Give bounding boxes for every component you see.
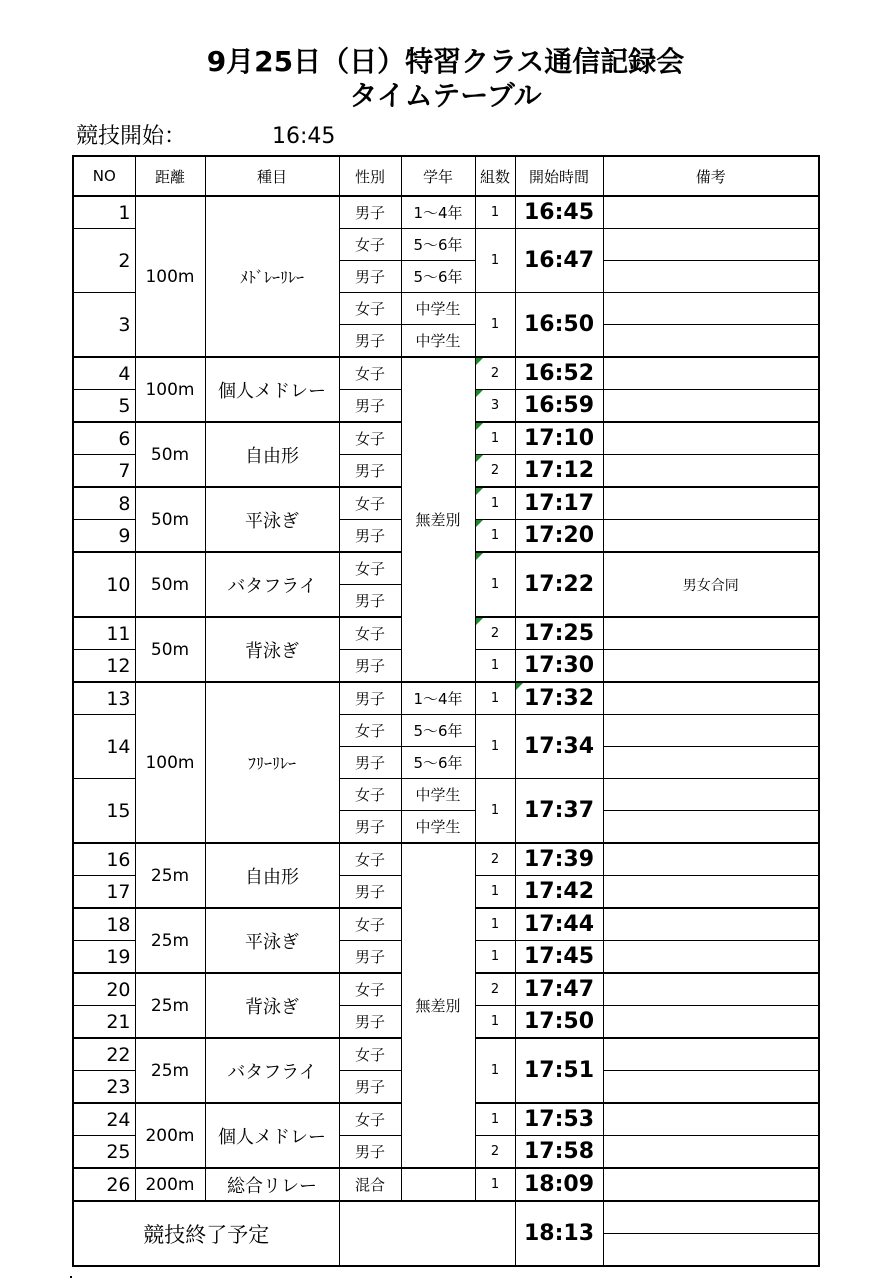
row-sex: 男子: [339, 520, 401, 553]
row-sex: 女子: [339, 908, 401, 941]
start-label: 競技開始：: [76, 124, 187, 149]
row-sex: 男子: [339, 196, 401, 229]
row-no: 23: [73, 1071, 135, 1104]
row-no: 8: [73, 487, 135, 520]
row-time: 17:51: [515, 1038, 603, 1103]
row-time: 16:59: [515, 390, 603, 423]
row-sex: 女子: [339, 617, 401, 650]
row-no: 2: [73, 229, 135, 293]
page-subtitle: タイムテーブル: [349, 79, 542, 112]
row-remarks: [603, 390, 819, 423]
row-time: 17:39: [515, 843, 603, 876]
row-distance: 50m: [135, 617, 205, 682]
table-row: [73, 357, 819, 390]
row-event: 自由形: [205, 843, 339, 908]
row-no: 21: [73, 1006, 135, 1039]
row-groups: 1: [475, 487, 515, 520]
row-sex: 女子: [339, 357, 401, 390]
row-time: 17:34: [515, 715, 603, 779]
row-distance: 25m: [135, 843, 205, 908]
row-remarks: [603, 617, 819, 650]
row-sex: 女子: [339, 422, 401, 455]
row-groups: 3: [475, 390, 515, 423]
row-groups: 1: [475, 1038, 515, 1103]
row-event: ﾒﾄﾞﾚｰﾘﾚｰ: [205, 196, 339, 357]
row-time: 17:53: [515, 1103, 603, 1136]
header-sex: 性別: [339, 156, 401, 196]
row-remarks: [603, 1071, 819, 1104]
row-groups: 2: [475, 973, 515, 1006]
end-remarks: [603, 1234, 819, 1267]
row-remarks: [603, 650, 819, 683]
table-row: [73, 196, 819, 229]
row-remarks: [603, 715, 819, 747]
row-distance: 100m: [135, 196, 205, 357]
row-groups: 1: [475, 650, 515, 683]
row-remarks: [603, 293, 819, 325]
row-grade: 5～6年: [401, 715, 475, 747]
row-distance: 100m: [135, 682, 205, 843]
start-time: 16:45: [272, 124, 336, 149]
row-no: 4: [73, 357, 135, 390]
row-no: 22: [73, 1038, 135, 1071]
header-event: 種目: [205, 156, 339, 196]
row-time: 16:52: [515, 357, 603, 390]
row-groups: 1: [475, 293, 515, 358]
row-remarks: [603, 811, 819, 844]
row-remarks: [603, 908, 819, 941]
row-distance: 25m: [135, 908, 205, 973]
row-event: 個人メドレー: [205, 1103, 339, 1168]
header-no: NO: [73, 156, 135, 196]
row-event: バタフライ: [205, 1038, 339, 1103]
row-sex: 女子: [339, 843, 401, 876]
row-sex: 男子: [339, 682, 401, 715]
row-distance: 50m: [135, 487, 205, 552]
header-start-time: 開始時間: [515, 156, 603, 196]
row-no: 3: [73, 293, 135, 358]
row-remarks: [603, 487, 819, 520]
row-no: 6: [73, 422, 135, 455]
row-remarks: [603, 779, 819, 811]
row-remarks: [603, 1038, 819, 1071]
row-time: 16:45: [515, 196, 603, 229]
row-sex: 男子: [339, 325, 401, 358]
row-time: 16:47: [515, 229, 603, 293]
row-sex: 女子: [339, 973, 401, 1006]
row-no: 11: [73, 617, 135, 650]
row-time: 17:50: [515, 1006, 603, 1039]
row-event: ﾌﾘｰﾘﾚｰ: [205, 682, 339, 843]
row-remarks: [603, 1103, 819, 1136]
row-time: 17:32: [515, 682, 603, 715]
row-distance: 200m: [135, 1103, 205, 1168]
row-event: 平泳ぎ: [205, 487, 339, 552]
row-grade: 1～4年: [401, 196, 475, 229]
row-remarks: [603, 682, 819, 715]
row-remarks: [603, 455, 819, 488]
row-grade: 5～6年: [401, 747, 475, 779]
row-grade: 中学生: [401, 293, 475, 325]
row-distance: 50m: [135, 422, 205, 487]
row-grade: 5～6年: [401, 261, 475, 293]
row-remarks: [603, 325, 819, 358]
row-remarks: [603, 422, 819, 455]
row-time: 17:58: [515, 1136, 603, 1169]
row-remarks: [603, 261, 819, 293]
row-remarks: [603, 843, 819, 876]
row-groups: 1: [475, 908, 515, 941]
row-sex: 女子: [339, 1038, 401, 1071]
row-event: 背泳ぎ: [205, 973, 339, 1038]
row-groups: 1: [475, 941, 515, 974]
row-no: 9: [73, 520, 135, 553]
row-time: 17:25: [515, 617, 603, 650]
row-remarks: [603, 520, 819, 553]
row-groups: 1: [475, 779, 515, 844]
row-remarks: [603, 196, 819, 229]
row-time: 17:37: [515, 779, 603, 844]
row-time: 17:20: [515, 520, 603, 553]
row-sex: 男子: [339, 1071, 401, 1104]
timetable: [72, 155, 820, 1267]
row-groups: 2: [475, 617, 515, 650]
header-distance: 距離: [135, 156, 205, 196]
row-no: 25: [73, 1136, 135, 1169]
row-groups: 1: [475, 1168, 515, 1201]
row-groups: 2: [475, 357, 515, 390]
row-event: 個人メドレー: [205, 357, 339, 422]
row-groups: 2: [475, 1136, 515, 1169]
row-groups: 2: [475, 843, 515, 876]
table-row: [73, 843, 819, 876]
row-no: 16: [73, 843, 135, 876]
row-no: 15: [73, 779, 135, 844]
row-no: 13: [73, 682, 135, 715]
row-groups: 1: [475, 1006, 515, 1039]
row-time: 17:45: [515, 941, 603, 974]
row-time: 17:47: [515, 973, 603, 1006]
row-remarks: [603, 973, 819, 1006]
row-no: 26: [73, 1168, 135, 1201]
row-time: 18:09: [515, 1168, 603, 1201]
row-no: 17: [73, 876, 135, 909]
row-sex: 男子: [339, 876, 401, 909]
row-grade-open: 無差別: [401, 357, 475, 682]
row-remarks: [603, 229, 819, 261]
header-row: [73, 156, 819, 196]
row-time: 17:12: [515, 455, 603, 488]
row-distance: 50m: [135, 552, 205, 617]
row-no: 14: [73, 715, 135, 779]
row-sex: 男子: [339, 941, 401, 974]
row-remarks: [603, 876, 819, 909]
row-time: 17:17: [515, 487, 603, 520]
row-groups: 1: [475, 422, 515, 455]
row-groups: 1: [475, 229, 515, 293]
row-sex: 女子: [339, 229, 401, 261]
row-groups: 1: [475, 715, 515, 779]
row-sex: 男子: [339, 1136, 401, 1169]
row-sex: 男子: [339, 747, 401, 779]
row-sex: 男子: [339, 1006, 401, 1039]
row-sex: 女子: [339, 1103, 401, 1136]
row-sex: 女子: [339, 487, 401, 520]
end-blank: [339, 1201, 515, 1266]
table-row: [73, 1168, 819, 1201]
row-sex: 女子: [339, 293, 401, 325]
row-sex: 女子: [339, 779, 401, 811]
row-event: 自由形: [205, 422, 339, 487]
row-sex: 混合: [339, 1168, 401, 1201]
row-distance: 25m: [135, 973, 205, 1038]
row-sex: 女子: [339, 715, 401, 747]
row-no: 24: [73, 1103, 135, 1136]
row-time: 17:22: [515, 552, 603, 617]
row-distance: 200m: [135, 1168, 205, 1201]
row-time: 17:42: [515, 876, 603, 909]
row-remarks: [603, 941, 819, 974]
row-no: 5: [73, 390, 135, 423]
header-remarks: 備考: [603, 156, 819, 196]
row-time: 17:44: [515, 908, 603, 941]
row-remarks: [603, 1168, 819, 1201]
stray-dot: [70, 1276, 72, 1278]
row-groups: 1: [475, 876, 515, 909]
row-groups: 1: [475, 552, 515, 617]
end-row: [73, 1201, 819, 1234]
header-groups: 組数: [475, 156, 515, 196]
row-no: 18: [73, 908, 135, 941]
end-label: 競技終了予定: [73, 1201, 339, 1266]
row-groups: 1: [475, 682, 515, 715]
row-grade: 1～4年: [401, 682, 475, 715]
row-distance: 100m: [135, 357, 205, 422]
row-no: 19: [73, 941, 135, 974]
row-sex: 男子: [339, 811, 401, 844]
row-groups: 2: [475, 455, 515, 488]
row-groups: 1: [475, 196, 515, 229]
row-time: 17:10: [515, 422, 603, 455]
row-time: 16:50: [515, 293, 603, 358]
end-remarks: [603, 1201, 819, 1234]
row-sex: 男子: [339, 455, 401, 488]
row-grade: [401, 1168, 475, 1201]
row-remarks: [603, 1136, 819, 1169]
row-no: 10: [73, 552, 135, 617]
row-remarks: [603, 1006, 819, 1039]
row-sex: 女子: [339, 552, 401, 585]
row-sex: 男子: [339, 650, 401, 683]
row-sex: 男子: [339, 390, 401, 423]
table-row: [73, 682, 819, 715]
row-distance: 25m: [135, 1038, 205, 1103]
row-sex: 男子: [339, 585, 401, 618]
header-grade: 学年: [401, 156, 475, 196]
row-remarks: 男女合同: [603, 552, 819, 617]
row-remarks: [603, 747, 819, 779]
row-groups: 1: [475, 1103, 515, 1136]
end-time: 18:13: [515, 1201, 603, 1266]
row-groups: 1: [475, 520, 515, 553]
row-grade-open: 無差別: [401, 843, 475, 1168]
row-grade: 中学生: [401, 811, 475, 844]
row-event: 総合リレー: [205, 1168, 339, 1201]
row-no: 1: [73, 196, 135, 229]
row-time: 17:30: [515, 650, 603, 683]
row-no: 20: [73, 973, 135, 1006]
row-no: 12: [73, 650, 135, 683]
row-grade: 5～6年: [401, 229, 475, 261]
row-grade: 中学生: [401, 325, 475, 358]
row-event: 背泳ぎ: [205, 617, 339, 682]
row-event: バタフライ: [205, 552, 339, 617]
page-title: 9月25日（日）特習クラス通信記録会: [206, 45, 685, 78]
row-sex: 男子: [339, 261, 401, 293]
row-grade: 中学生: [401, 779, 475, 811]
row-remarks: [603, 357, 819, 390]
row-no: 7: [73, 455, 135, 488]
row-event: 平泳ぎ: [205, 908, 339, 973]
